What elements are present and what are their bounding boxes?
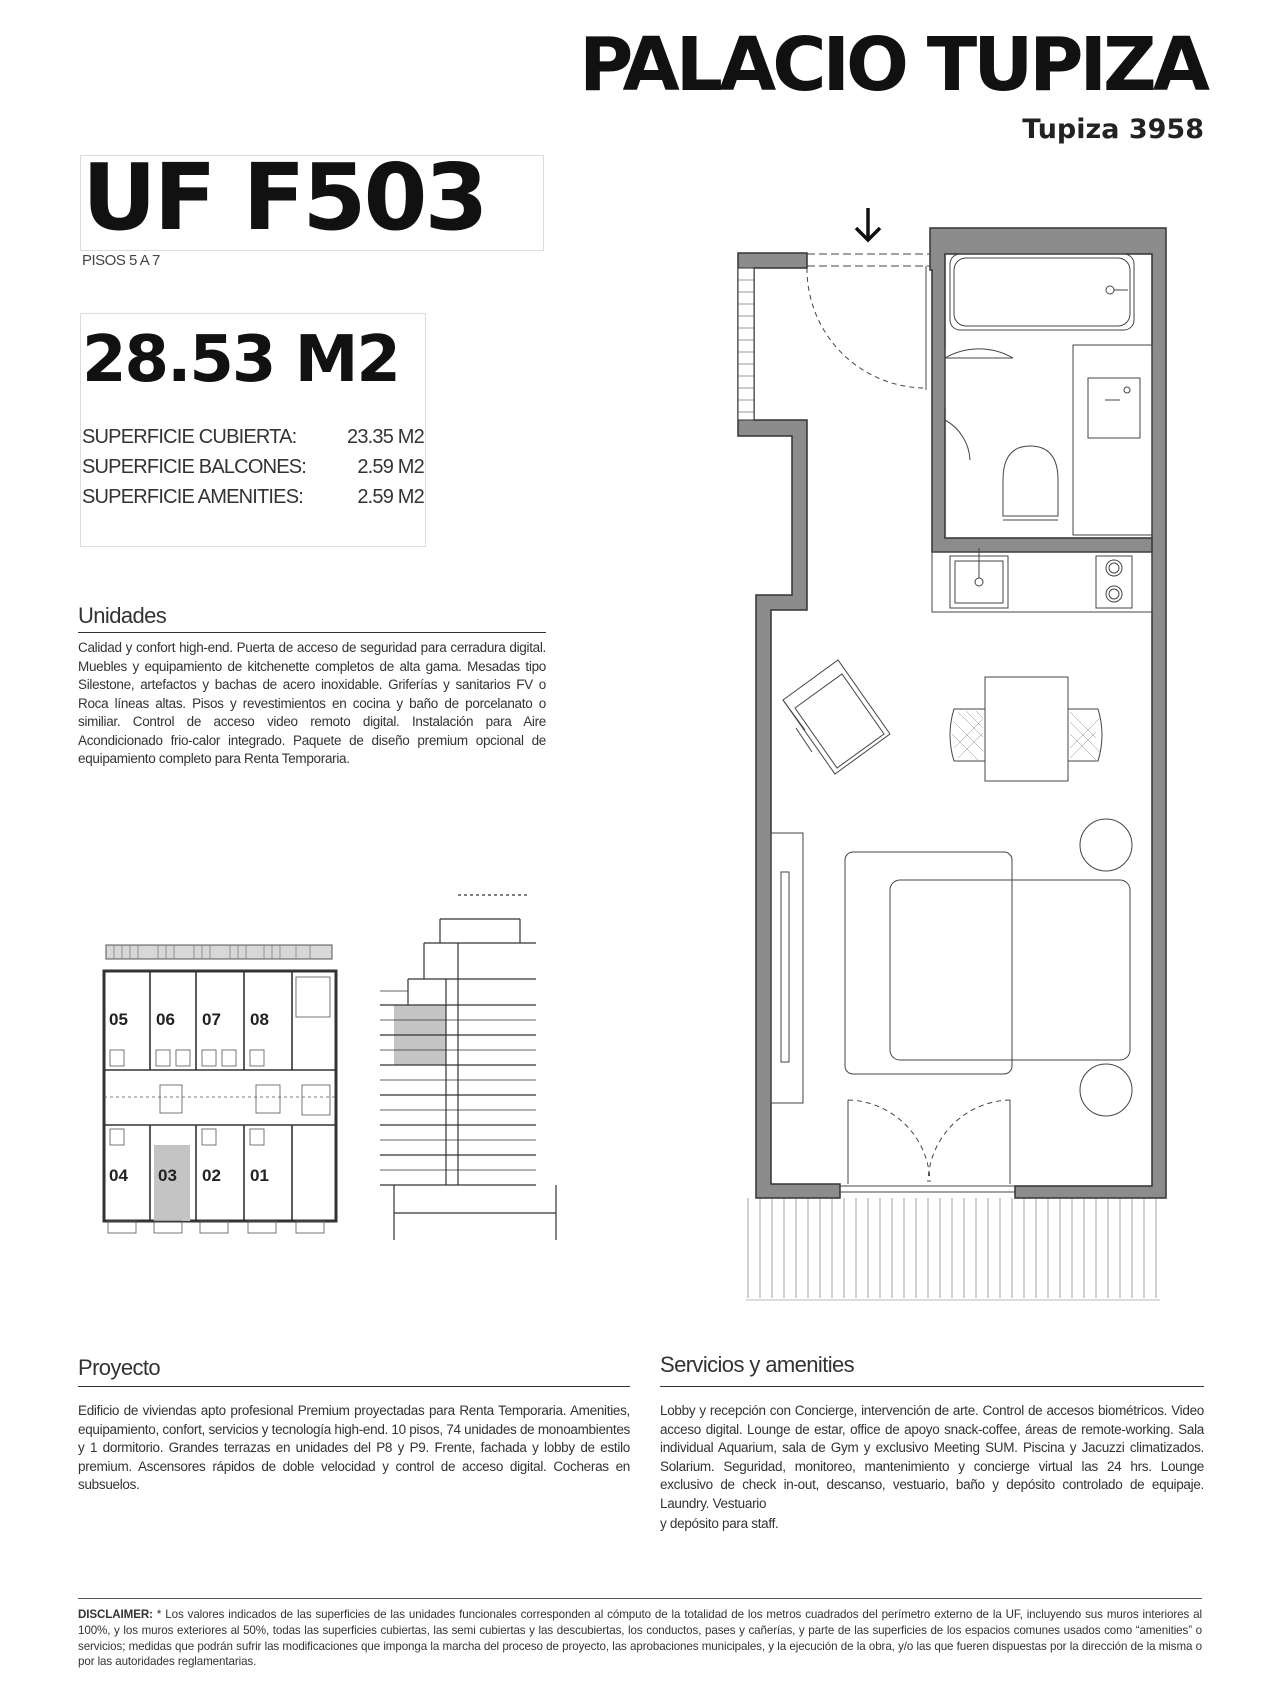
unidades-rule bbox=[78, 632, 546, 633]
key-plan-unit-05: 05 bbox=[109, 1010, 128, 1029]
key-plan-unit-04: 04 bbox=[109, 1166, 128, 1185]
entrance-arrow-icon bbox=[856, 208, 880, 240]
unidades-body: Calidad y confort high-end. Puerta de acceso de seguridad para cerradura digital. Muebles y equipamiento de kitchenette completos de alta gama. Mesadas tipo Silestone, artefactos y bachas de acero inoxidable. Griferías y sanitarios FV o Roca líneas altas. Pisos y revestimientos en cocina y baño de porcelanato o similiar. Control de acceso video remoto digital. Instalación para Aire Acondicionado frio-calor integrado. Paquete de diseño premium opcional de equipamiento completo para Renta Temporaria. bbox=[78, 640, 546, 766]
area-value: 23.35 M2 bbox=[347, 426, 424, 448]
area-label: SUPERFICIE AMENITIES: bbox=[82, 486, 304, 508]
disclaimer-text: * Los valores indicados de las superficies de las unidades funcionales corresponden al cómputo de la totalidad de los metros cuadrados del perímetro externo de la UF, incluyendo sus muros interiores al 100%, y los muros exteriores al 50%, todas las superficies cubiertas, las semi cubiertas y las descubiertas, los conductos, pases y cañerías, y parte de las superficies de los espacios comunes usados como “amenities” o servicios; medidas que podrán sufrir las modificaciones que imponga la marcha del proceso de proyecto, las aprobaciones municipales, y la ejecución de la obra, y/o las que fueren dispuestas por la dirección de la misma o por las autoridades reglamentarias. bbox=[78, 1608, 1202, 1669]
area-value: 2.59 M2 bbox=[357, 456, 424, 478]
building-address: Tupiza 3958 bbox=[1022, 114, 1204, 145]
key-plan-unit-03: 03 bbox=[158, 1166, 177, 1185]
area-label: SUPERFICIE CUBIERTA: bbox=[82, 426, 297, 448]
exterior-wall bbox=[930, 228, 1166, 1198]
unidades-title: Unidades bbox=[78, 603, 167, 628]
key-plan-unit-06: 06 bbox=[156, 1010, 175, 1029]
servicios-rule bbox=[660, 1386, 1204, 1387]
servicios-body: Lobby y recepción con Concierge, intervención de arte. Control de accesos biométricos. Video acceso digital. Lounge de estar, office de apoyo snack-coffee, áreas de remote-working. Sala individual Aquarium, sala de Gym y exclusivo Meeting SUM. Piscina y Jacuzzi climatizados. Solarium. Seguridad, monitoreo, mantenimiento y concierge virtual las 24 hrs. Lounge exclusivo de check in-out, descanso, vestuario, baño y depósito controlado de equipaje. Laundry. Vestuario bbox=[660, 1403, 1204, 1511]
disclaimer-rule bbox=[78, 1598, 1202, 1599]
total-area: 28.53 M2 bbox=[82, 323, 399, 397]
proyecto-rule bbox=[78, 1386, 630, 1387]
disclaimer bbox=[78, 1607, 1202, 1670]
key-plan-unit-02: 02 bbox=[202, 1166, 221, 1185]
proyecto-body: Edificio de viviendas apto profesional Premium proyectadas para Renta Temporaria. Amenities, equipamiento, confort, servicios y tecnología high-end. 10 pisos, 74 unidades de monoambientes y 1 dormitorio. Grandes terrazas en unidades del P8 y P9. Frente, fachada y lobby de estilo premium. Ascensores rápidos de doble velocidad y control de acceso digital. Cocheras en subsuelos. bbox=[78, 1403, 630, 1492]
servicios-title: Servicios y amenities bbox=[660, 1352, 855, 1377]
servicios-body-extra: y depósito para staff. bbox=[660, 1516, 779, 1531]
key-plan-unit-08: 08 bbox=[250, 1010, 269, 1029]
disclaimer-label: DISCLAIMER: bbox=[78, 1608, 153, 1621]
key-plan bbox=[96, 945, 346, 1240]
unit-code: UF F503 bbox=[82, 144, 486, 251]
key-plan-unit-01: 01 bbox=[250, 1166, 269, 1185]
area-value: 2.59 M2 bbox=[357, 486, 424, 508]
key-plan-unit-07: 07 bbox=[202, 1010, 221, 1029]
proyecto-title: Proyecto bbox=[78, 1355, 161, 1380]
area-label: SUPERFICIE BALCONES: bbox=[82, 456, 307, 478]
unit-floor-plan bbox=[730, 215, 1160, 1310]
building-section bbox=[380, 895, 570, 1240]
unit-floors: PISOS 5 A 7 bbox=[82, 252, 160, 269]
building-name: PALACIO TUPIZA bbox=[579, 22, 1206, 108]
